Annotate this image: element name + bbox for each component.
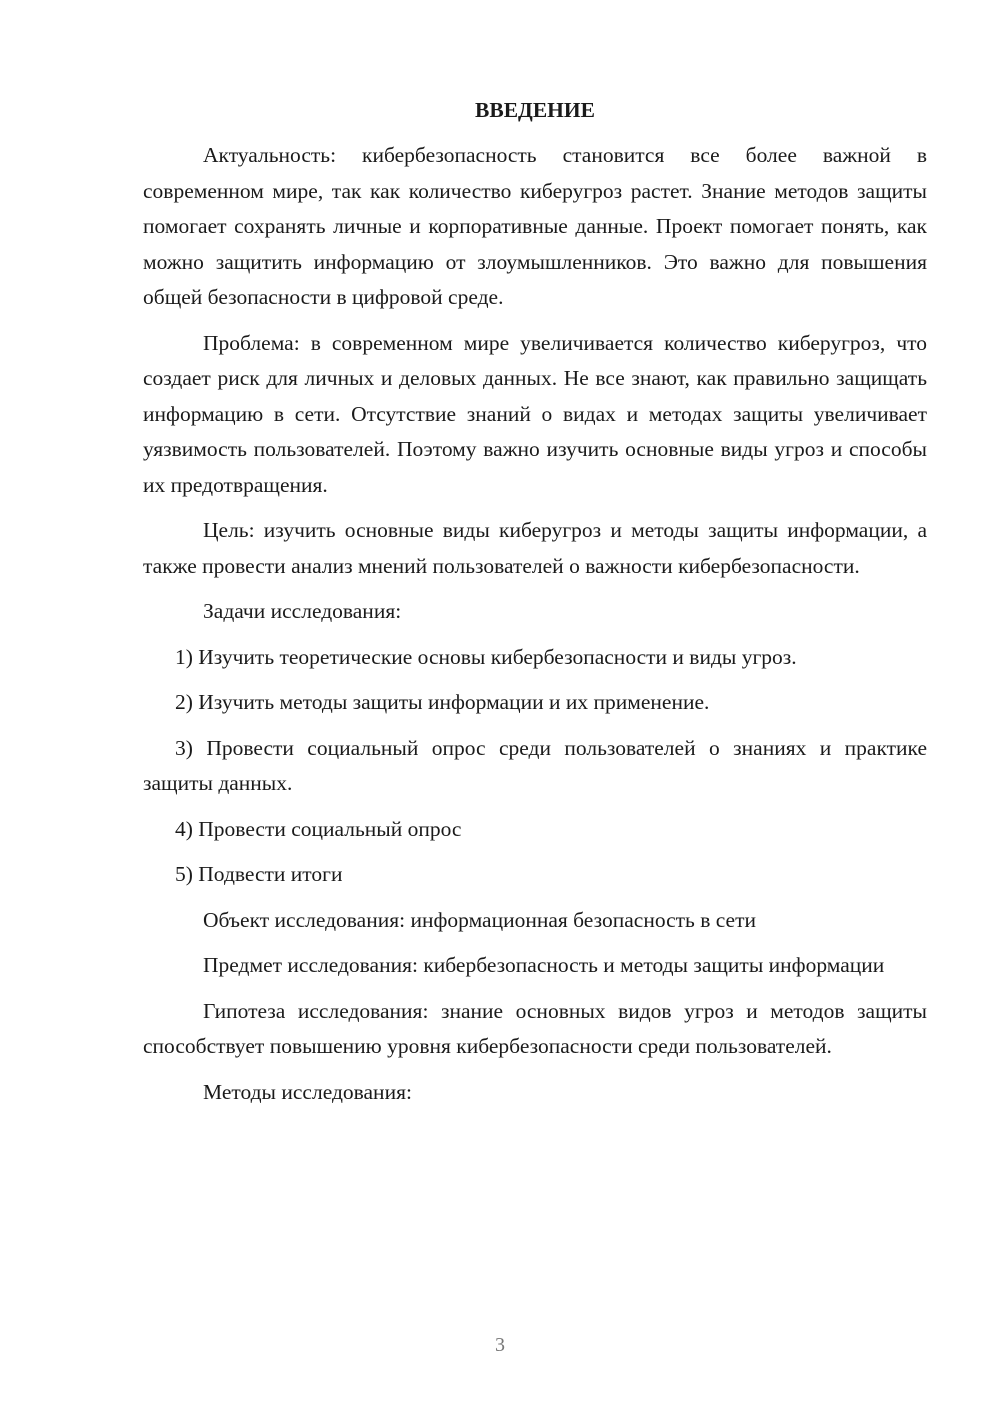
paragraph-hypothesis: Гипотеза исследования: знание основных видов угроз и методов защиты способствует повышению уровня кибербезопасности среди пользователей. xyxy=(143,998,927,1058)
paragraph-subject: Предмет исследования: кибербезопасность и методы защиты информации xyxy=(203,953,885,977)
task-item-5: 5) Подвести итоги xyxy=(175,862,343,886)
task-item-3: 3) Провести социальный опрос среди пользователей о знаниях и практике защиты данных. xyxy=(143,735,927,795)
task-item-4: 4) Провести социальный опрос xyxy=(175,816,462,841)
document-page xyxy=(143,92,927,1120)
paragraph-problem: Проблема: в современном мире увеличивается количество киберугроз, что создает риск для личных и деловых данных. Не все знают, как правильно защищать информацию в сети. Отсутствие знаний о видах и методах защиты увеличивает уязвимость пользователей. Поэтому важно изучить основные виды угроз и способы их предотвращения. xyxy=(143,330,927,497)
task-item-2: 2) Изучить методы защиты информации и их применение. xyxy=(175,690,710,714)
tasks-heading: Задачи исследования: xyxy=(203,599,402,623)
task-item-1: 1) Изучить теоретические основы кибербезопасности и виды угроз. xyxy=(175,644,797,669)
paragraph-goal: Цель: изучить основные виды киберугроз и методы защиты информации, а также провести анализ мнений пользователей о важности кибербезопасности. xyxy=(143,518,927,578)
paragraph-object: Объект исследования: информационная безопасность в сети xyxy=(203,907,757,932)
paragraph-relevance: Актуальность: кибербезопасность становится все более важной в современном мире, так как количество киберугроз растет. Знание методов защиты помогает сохранять личные и корпоративные данные. Проект помогает понять, как можно защитить информацию от злоумышленников. Это важно для повышения общей безопасности в цифровой среде. xyxy=(143,143,927,309)
methods-heading: Методы исследования: xyxy=(203,1079,412,1104)
page-number: 3 xyxy=(495,1334,505,1356)
section-title: ВВЕДЕНИЕ xyxy=(475,98,595,122)
